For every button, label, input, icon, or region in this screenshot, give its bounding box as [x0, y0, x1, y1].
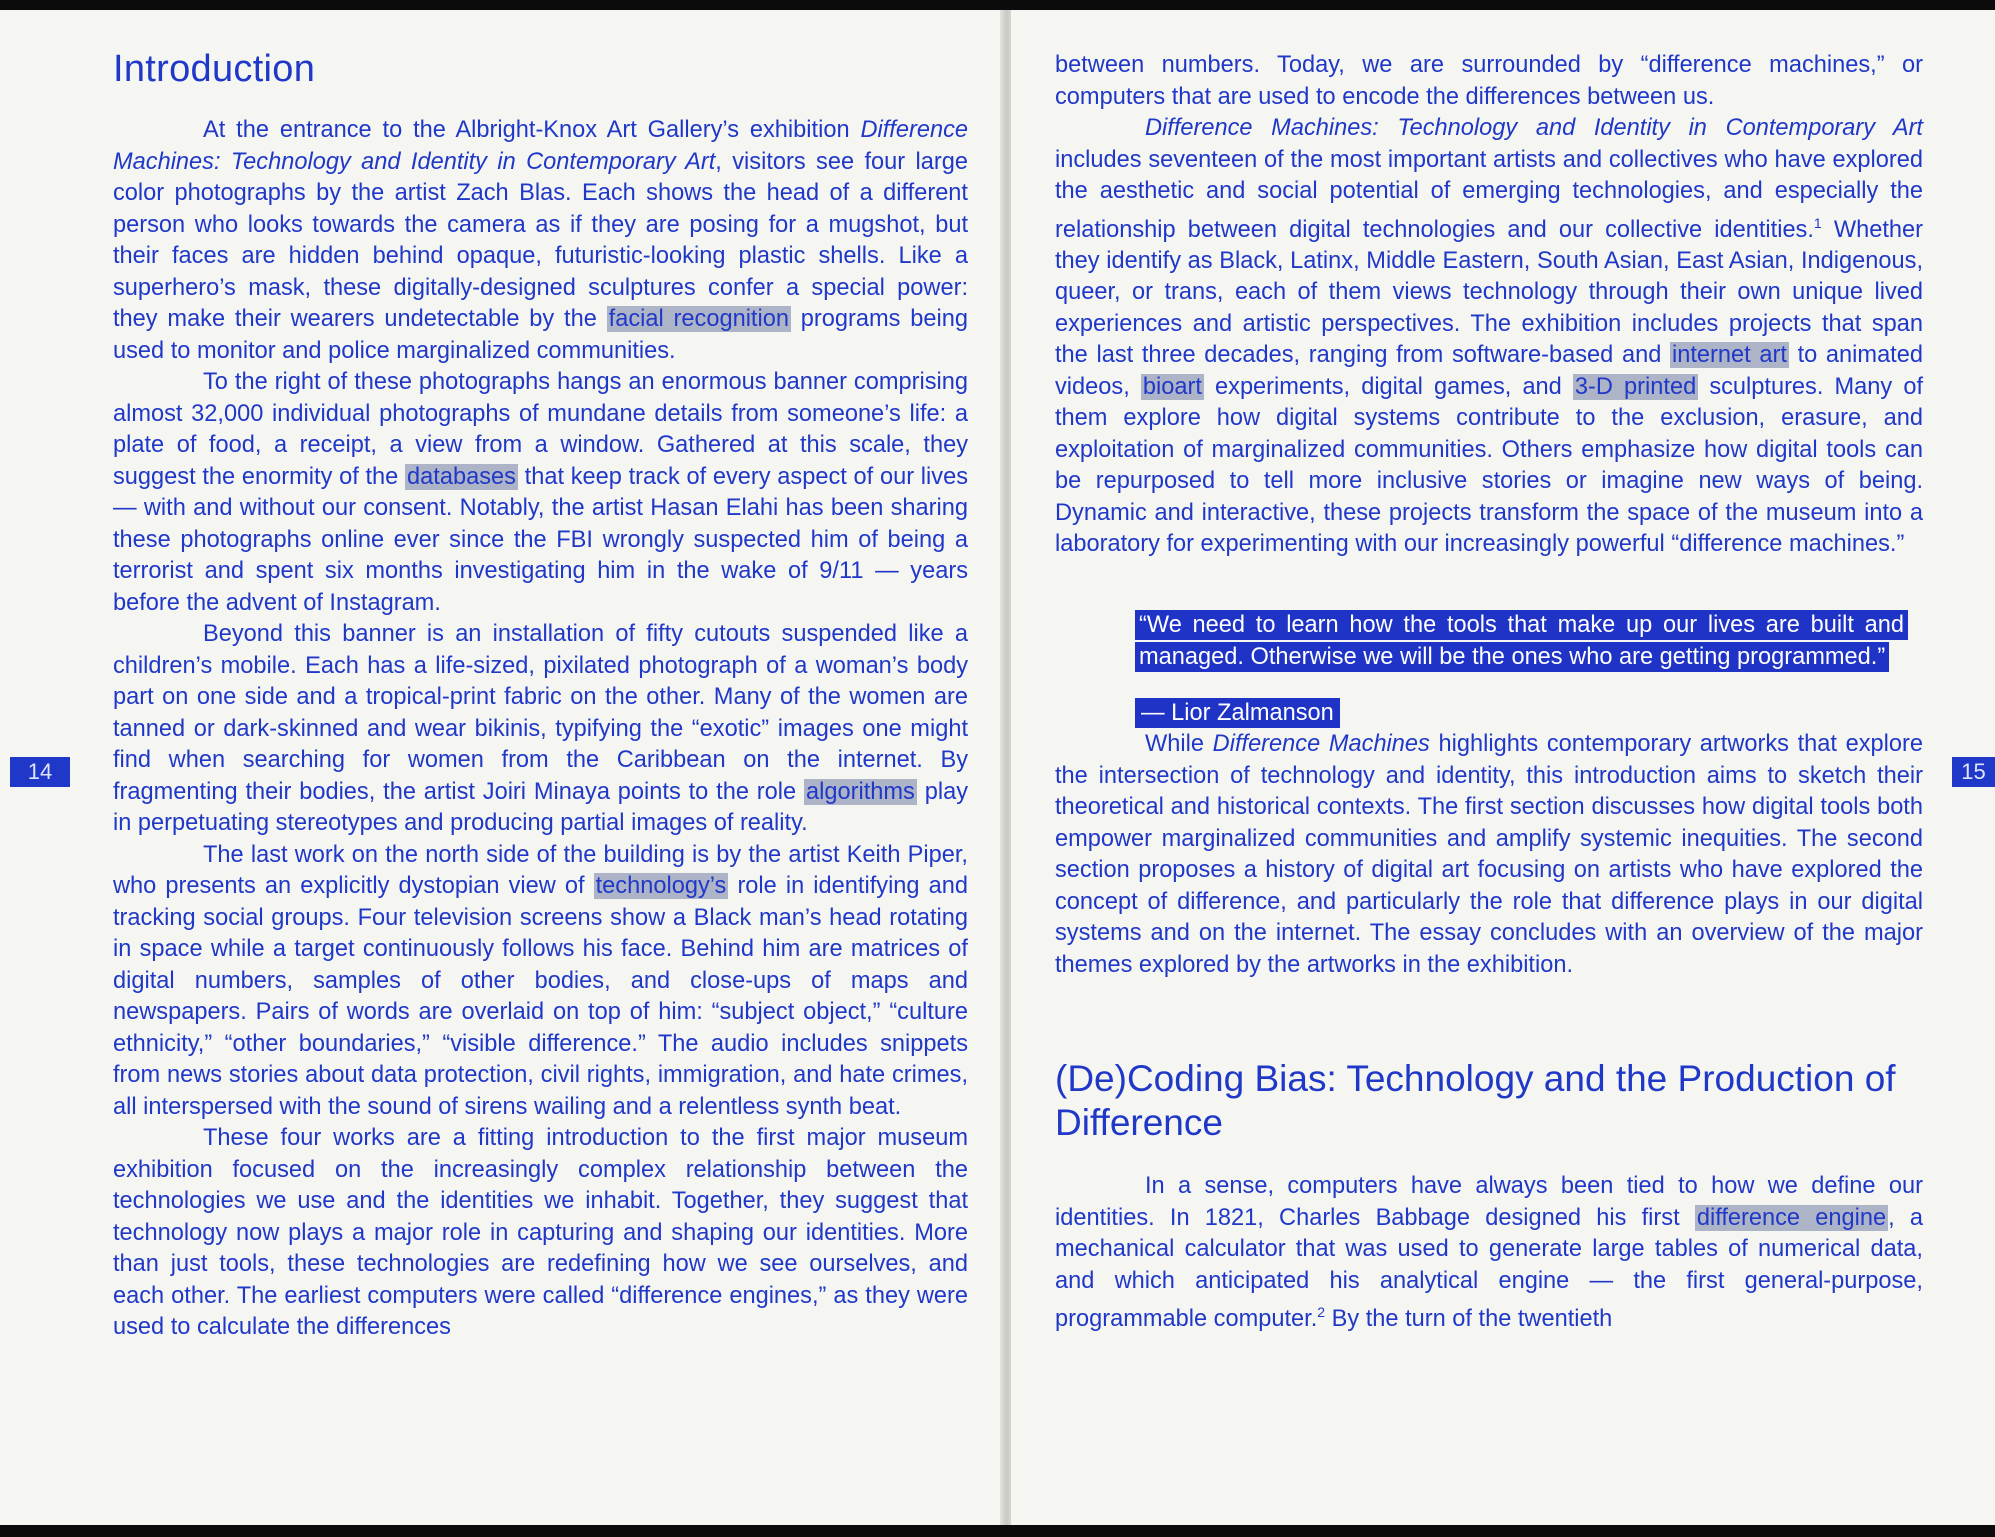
page-number-right: 15: [1952, 757, 1995, 787]
left-text-column: [113, 115, 968, 1344]
exhibition-title: Difference Machines: Technology and Identity in Contemporary Art: [113, 117, 968, 175]
paragraph: The last work on the north side of the building is by the artist Keith Piper, who presents an explicitly dystopian view of technology’s role in identifying and tracking social groups. Four television screens show a Black man’s head rotating in space while a target continuously follows his face. Behind him are matrices of digital numbers, samples of other bodies, and close-ups of maps and newspapers. Pairs of words are overlaid on top of him: “subject object,” “culture ethnicity,” “other boundaries,” “visible difference.” The audio includes snippets from news stories about data protection, civil rights, immigration, and hate crimes, all interspersed with the sound of sirens wailing and a relentless synth beat.: [113, 841, 968, 1120]
paragraph: Beyond this banner is an installation of fifty cutouts suspended like a children’s mobile. Each has a life-sized, pixilated photograph of a woman’s body part on one side and a tropical-print fabric on the other. Many of the women are tanned or dark-skinned and wear bikinis, typifying the “exotic” images one might find when searching for women from the Caribbean on the internet. By fragmenting their bodies, the artist Joiri Minaya points to the role algorithms play in perpetuating stereotypes and producing partial images of reality.: [113, 621, 968, 836]
right-page: [1011, 10, 1995, 1525]
quote-attribution: — Lior Zalmanson: [1135, 698, 1340, 728]
exhibition-title: Difference Machines: Technology and Identity in Contemporary Art: [1145, 115, 1923, 141]
paragraph: At the entrance to the Albright-Knox Art Gallery’s exhibition Difference Machines: Technology and Identity in Contemporary Art, visitors see four large color photographs by the artist Zach Blas. Each shows the head of a different person who looks towards the camera as if they are posing for a mugshot, but their faces are hidden behind opaque, futuristic-looking plastic shells. Like a superhero’s mask, these digitally-designed sculptures confer a special power: they make their wearers undetectable by the facial recognition programs being used to monitor and police marginalized communities.: [113, 117, 969, 364]
paragraph: In a sense, computers have always been tied to how we define our identities. In 1821, Charles Babbage designed his first difference engine, a mechanical calculator that was used to generate large tables of numerical data, and which anticipated his analytical engine — the first general-purpose, programmable computer.$^2$ By the turn of the twentieth: [1055, 1173, 1924, 1333]
highlighted-term: technology’s: [595, 873, 727, 899]
highlighted-term: internet art: [1672, 342, 1787, 369]
highlighted-term: algorithms: [806, 778, 915, 805]
highlighted-term: bioart: [1142, 373, 1202, 400]
paragraph: between numbers. Today, we are surrounded by “difference machines,” or computers that are used to encode the differences between us.: [1055, 52, 1923, 110]
footnote-marker: 2: [1317, 1304, 1326, 1321]
paragraph: While Difference Machines highlights contemporary artworks that explore the intersection of technology and identity, this introduction aims to sketch their theoretical and historical contexts. The first section discusses how digital tools both empower marginalized communities and amplify systemic inequities. The second section proposes a history of digital art focusing on artists who have explored the concept of difference, and particularly the role that difference plays in our digital systems and on the internet. The essay concludes with an overview of the major themes explored by the artworks in the exhibition.: [1055, 731, 1923, 978]
pull-quote: [1135, 609, 1908, 730]
paragraph: To the right of these photographs hangs an enormous banner comprising almost 32,000 individual photographs of mundane details from someone’s life: a plate of food, a receipt, a view from a window. Gathered at this scale, they suggest the enormity of the databases that keep track of every aspect of our lives — with and without our consent. Notably, the artist Hasan Elahi has been sharing these photographs online ever since the FBI wrongly suspected him of being a terrorist and spent six months investigating him in the wake of 9/11 — years before the advent of Instagram.: [113, 369, 968, 616]
page-number-left: 14: [10, 757, 70, 787]
footnote-marker: 1: [1813, 214, 1822, 231]
highlighted-term: facial recognition: [608, 306, 789, 332]
page-title: Introduction: [113, 48, 316, 90]
paragraph: These four works are a fitting introduction to the first major museum exhibition focused on the increasingly complex relationship between the technologies we use and the identities we inhabit. Together, they suggest that technology now plays a major role in capturing and shaping our identities. More than just tools, these technologies are redefining how we see ourselves, and each other. The earliest computers were called “difference engines,” as they were used to calculate the differences: [113, 1125, 968, 1340]
highlighted-term: 3-D printed: [1574, 373, 1697, 400]
section-heading: (De)Coding Bias: Technology and the Production of Difference: [1055, 1058, 1896, 1144]
right-text-column: [1055, 50, 1923, 1336]
pull-quote-text: “We need to learn how the tools that make up our lives are built and managed. Otherwise we will be the ones who are getting programmed.”: [1135, 610, 1908, 673]
highlighted-term: databases: [407, 463, 516, 490]
exhibition-title: Difference Machines: [1212, 731, 1430, 758]
highlighted-term: difference engine: [1696, 1204, 1887, 1231]
left-page: [0, 10, 1005, 1525]
paragraph: Difference Machines: Technology and Identity in Contemporary Art includes seventeen of the most important artists and collectives who have explored the aesthetic and social potential of emerging technologies, and especially the relationship between digital technologies and our collective identities.$^1$ Whether they identify as Black, Latinx, Middle Eastern, South Asian, East Asian, Indigenous, queer, or trans, each of them views technology through their own unique lived experiences and artistic perspectives. The exhibition includes projects that span the last three decades, ranging from software-based and internet art to animated videos, bioart experiments, digital games, and 3-D printed sculptures. Many of them explore how digital systems contribute to the exclusion, erasure, and exploitation of marginalized communities. Others emphasize how digital tools can be repurposed to tell more inclusive stories or imagine new ways of being. Dynamic and interactive, these projects transform the space of the museum into a laboratory for experimenting with our increasingly powerful “difference machines.”: [1055, 115, 1923, 558]
